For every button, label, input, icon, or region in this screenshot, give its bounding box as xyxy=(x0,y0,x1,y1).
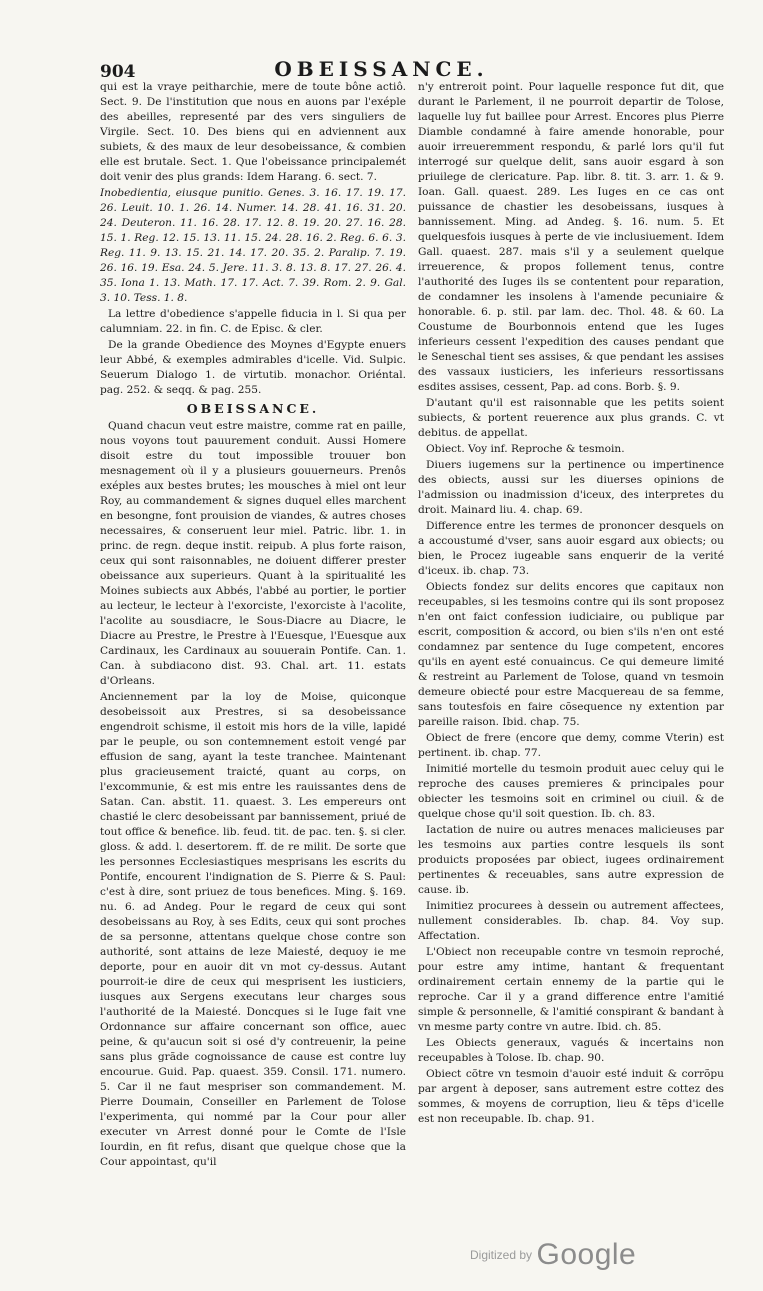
digitized-by-label: Digitized by xyxy=(470,1248,533,1262)
paragraph: Inimitiez procurees à dessein ou autrement affectees, nullement considerables. Ib. chap. 84. Voy sup. Affectation. xyxy=(418,900,724,942)
paragraph: Anciennement par la loy de Moise, quiconque desobeissoit aux Prestres, si sa desobeissance engendroit schisme, il estoit mis hors de la ville, lapidé par le peuple, ou son contemnement estoit vengé par effusion de sang, ayant la teste tranchee. Maintenant plus gracieusement traicté, quant au corps, on l'excommunie, & est mis entre les rauissantes dens de Satan. Can. abstit. 11. quaest. 3. Les empereurs ont chastié le clerc desobeissant par bannissement, priué de tout office & benefice. lib. feud. tit. de pac. ten. §. si cler. gloss. & add. l. desertorem. ff. de re milit. De sorte que les personnes Ecclesiastiques mesprisans les escrits du Pontife, encourent l'indignation de S. Pierre & S. Paul: c'est à dire, sont priuez de tous benefices. Ming. §. 169. nu. 6. ad Andeg. Pour le regard de ceux qui sont desobeissans au Roy, à ses Edits, ceux qui sont proches de sa personne, attentans quelque chose contre son authorité, sont attains de leze Maiesté, dequoy ie me deporte, pour en auoir dit vn mot cy-dessus. Autant pourroit-ie dire de ceux qui mesprisent les iusticiers, iusques aux Sergens executans leur charges sous l'authorité de la Maiesté. Doncques si le Iuge fait vne Ordonnance sur affaire concernant son office, auec peine, & qu'aucun soit si osé d'y contreuenir, la peine sans plus grãde cognoissance de cause est contre luy encourue. Guid. Pap. quaest. 359. Consil. 171. numero. 5. Car il ne faut mespriser son commandement. M. Pierre Doumain, Conseiller en Parlement de Tolose l'experimenta, qui nommé par la Cour pour aller executer vn Arrest donné pour le Comte de l'Isle Iourdin, en fit refus, disant que quelque chose que la Cour appointast, qu'il xyxy=(100,691,406,1168)
left-column xyxy=(100,80,406,1230)
paragraph: De la grande Obedience des Moynes d'Egypte enuers leur Abbé, & exemples admirables d'icelle. Vid. Sulpic. Seuerum Dialogo 1. de virtutib. monachor. Oriéntal. pag. 252. & seqq. & pag. 255. xyxy=(100,339,406,396)
running-title: OBEISSANCE. xyxy=(274,57,489,81)
paragraph: Obiects fondez sur delits encores que capitaux non receupables, si les tesmoins contre qui ils sont proposez n'en ont faict confession iudiciaire, ou publique par escrit, composition & accord, ou bien s'ils n'en ont esté condamnez par sentence du Iuge competent, encores qu'ils en ayent esté conuaincus. Ce qui demeure limité & restreint au Parlement de Tolose, quand vn tesmoin demeure obiecté pour estre Macquereau de sa femme, sans toutesfois en faire cõsequence ny extention par pareille raison. Ibid. chap. 75. xyxy=(418,581,724,728)
paragraph: Obiect de frere (encore que demy, comme Vterin) est pertinent. ib. chap. 77. xyxy=(418,732,724,759)
paragraph: D'autant qu'il est raisonnable que les petits soient subiects, & portent reuerence aux plus grands. C. vt debitus. de appellat. xyxy=(418,397,724,439)
google-logo: Google xyxy=(536,1238,637,1271)
section-title: OBEISSANCE. xyxy=(186,401,320,416)
paragraph: Inimitié mortelle du tesmoin produit auec celuy qui le reproche des causes premieres & principales pour obiecter les tesmoins soit en criminel ou ciuil. & de quelque chose qu'il soit question. Ib. ch. 83. xyxy=(418,763,724,820)
paragraph: Quand chacun veut estre maistre, comme rat en paille, nous voyons tout pauurement conduit. Aussi Homere disoit estre du tout impossible trouuer bon mesnagement où il y a plusieurs gouuerneurs. Prenôs exéples aux bestes brutes; les mousches à miel ont leur Roy, au commandement & signes duquel elles marchent en besongne, font prouision de viandes, & autres choses necessaires, & conseruent leur miel. Patric. libr. 1. in princ. de regn. deque instit. reipub. A plus forte raison, ceux qui sont raisonnables, ne doiuent differer prester obeissance aux superieurs. Quant à la spiritualité les Moines subiects aux Abbés, l'abbé au portier, le portier au lecteur, le lecteur à l'exorciste, l'exorciste à l'acolite, l'acolite au sousdiacre, le Sous-Diacre au Diacre, le Diacre au Prestre, le Prestre à l'Euesque, l'Euesque aux Cardinaux, les Cardinaux au souuerain Pontife. Can. 1. Can. à subdiacono dist. 93. Chal. art. 11. estats d'Orleans. xyxy=(100,420,406,687)
paragraph: La lettre d'obedience s'appelle fiducia in l. Si qua per calumniam. 22. in fin. C. de Episc. & cler. xyxy=(100,308,406,335)
paragraph: Les Obiects generaux, vagués & incertains non receupables à Tolose. Ib. chap. 90. xyxy=(418,1037,724,1064)
paragraph: Obiect cõtre vn tesmoin d'auoir esté induit & corrõpu par argent à deposer, sans autrement estre cottez des sommes, & moyens de corruption, lieu & tẽps d'icelle est non receupable. Ib. chap. 91. xyxy=(418,1068,724,1125)
paragraph: L'Obiect non receupable contre vn tesmoin reproché, pour estre amy intime, hantant & frequentant ordinairement certain ennemy de la partie qui le reproche. Car il y a grand difference entre l'amitié simple & personnelle, & l'amitié conspirant & bandant à vn mesme party contre vn autre. Ibid. ch. 85. xyxy=(418,946,724,1033)
paragraph: Diuers iugemens sur la pertinence ou impertinence des obiects, aussi sur les diuerses opinions de l'admission ou inadmission d'iceux, des interpretes du droit. Mainard liu. 4. chap. 69. xyxy=(418,459,724,516)
cross-reference: Obiect. Voy inf. Reproche & tesmoin. xyxy=(426,443,625,455)
paragraph: n'y entreroit point. Pour laquelle responce fut dit, que durant le Parlement, il ne pourroit departir de Tolose, laquelle luy fut baillee pour Arrest. Encores plus Pierre Diamble condamné à faire amende honorable, pour auoir irreueremment respondu, & parlé lors qu'il fut interrogé sur quelque delit, sans auoir esgard à son priuilege de clericature. Pap. libr. 8. tit. 3. arr. 1. & 9. Ioan. Gall. quaest. 289. Les Iuges en ce cas ont puissance de chastier les desobeissans, iusques à bannissement. Ming. ad Andeg. §. 16. num. 5. Et quelquesfois iusques à perte de vie inclusiuement. Idem Gall. quaest. 287. mais s'il y a seulement quelque irreuerence, & propos follement tenus, contre l'authorité des Iuges ils se contentent pour reparation, de condamner les insolens à l'amende pecuniaire & honorable. 6. p. stil. par lam. dec. Thol. 48. & 60. La Coustume de Bourbonnois entend que les Iuges inferieurs cessent l'expedition des causes pendant que le Seneschal tient ses assises, & que pendant les assises des vassaux iusticiers, les inferieurs ressortissans esdites assises, cessent, Pap. ad cons. Borb. §. 9. xyxy=(418,81,724,393)
scripture-references: Inobedientia, eiusque punitio. Genes. 3. 16. 17. 19. 17. 26. Leuit. 10. 1. 26. 14. Numer. 14. 28. 41. 16. 31. 20. 24. Deuteron. 11. 16. 28. 17. 12. 8. 19. 20. 27. 16. 28. 15. 1. Reg. 12. 15. 13. 11. 15. 24. 28. 16. 2. Reg. 6. 6. 3. Reg. 11. 9. 13. 15. 21. 14. 17. 20. 35. 2. Paralip. 7. 19. 26. 16. 19. Esa. 24. 5. Jere. 11. 3. 8. 13. 8. 17. 27. 26. 4. 35. Iona 1. 13. Math. 17. 17. Act. 7. 39. Rom. 2. 9. Gal. 3. 10. Tess. 1. 8. xyxy=(100,187,406,304)
paragraph: Difference entre les termes de prononcer desquels on a accoustumé d'vser, sans auoir esgard aux obiects; ou bien, le Procez iugeable sans enquerir de la verité d'iceux. ib. chap. 73. xyxy=(418,520,724,577)
right-column xyxy=(418,80,724,1230)
digitized-by-watermark xyxy=(470,1238,636,1272)
paragraph: qui est la vraye peitharchie, mere de toute bône actiô. Sect. 9. De l'institution que nous en auons par l'exéple des abeilles, representé par des vers singuliers de Virgile. Sect. 10. Des biens qui en adviennent aux subiets, & des maux de leur desobeissance, & combien elle est brutale. Sect. 1. Que l'obeissance principalemét doit venir des plus grands: Idem Harang. 6. sect. 7. xyxy=(100,81,406,183)
paragraph: Iactation de nuire ou autres menaces malicieuses par les tesmoins aux parties contre lesquels ils sont produicts proposées par obiect, iugees ordinairement pertinentes & receuables, sans autre expression de cause. ib. xyxy=(418,824,724,896)
page-number: 904 xyxy=(100,62,136,82)
